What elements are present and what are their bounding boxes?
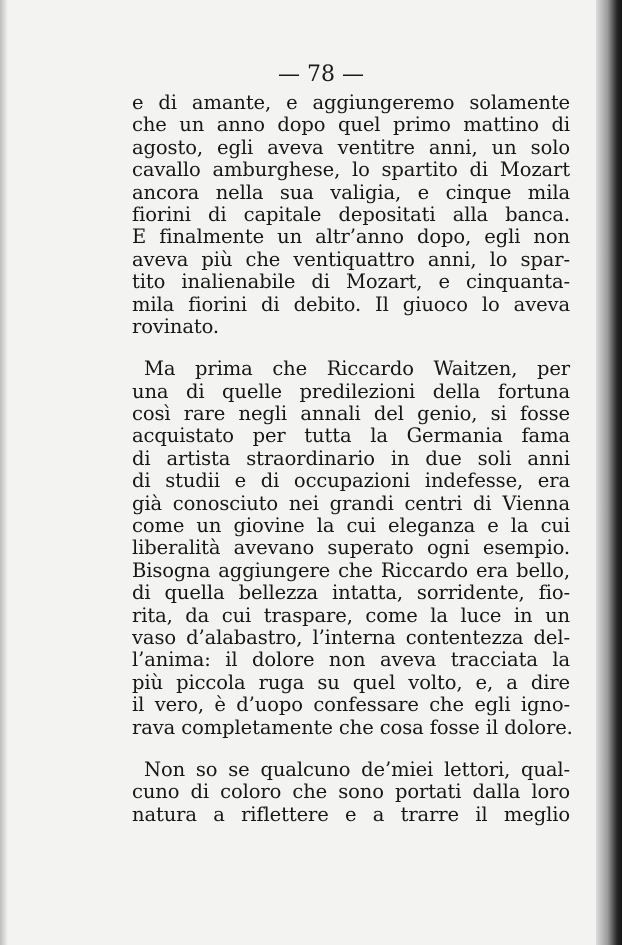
text-line: rovinato. <box>132 314 220 338</box>
text-line: già conosciuto nei grandi centri di Vienna <box>132 491 570 515</box>
page-number: — 78 — <box>278 62 364 87</box>
text-line: natura a riflettere e a trarre il meglio <box>132 802 570 826</box>
text-line: Ma prima che Riccardo Waitzen, per <box>144 357 570 381</box>
text-line: cavallo amburghese, lo spartito di Mozart <box>132 158 570 182</box>
text-line: liberalità avevano superato ogni esempio. <box>132 536 570 560</box>
text-line: così rare negli annali del genio, si fosse <box>132 402 570 426</box>
text-line: cuno di coloro che sono portati dalla loro <box>132 780 570 804</box>
text-line: tito inalienabile di Mozart, e cinquanta- <box>132 270 570 294</box>
text-line: che un anno dopo quel primo mattino di <box>132 113 570 137</box>
body-text <box>132 91 573 826</box>
text-line: vaso d’alabastro, l’interna contentezza del- <box>132 625 570 649</box>
text-line: rita, da cui traspare, come la luce in un <box>132 603 570 627</box>
text-line: aveva più che ventiquattro anni, lo spar- <box>132 247 570 271</box>
text-line: ancora nella sua valigia, e cinque mila <box>132 180 570 204</box>
text-line: fiorini di capitale depositati alla banca. <box>132 202 570 226</box>
text-line: rava completamente che cosa fosse il dolore. <box>132 715 573 739</box>
text-line: Non so se qualcuno de’miei lettori, qual- <box>144 757 570 781</box>
text-line: acquistato per tutta la Germania fama <box>132 424 570 448</box>
text-line: mila fiorini di debito. Il giuoco lo aveva <box>132 292 570 316</box>
text-line: E finalmente un altr’anno dopo, egli non <box>132 225 570 249</box>
book-spine-shadow <box>596 0 622 945</box>
page-left-edge <box>0 0 8 945</box>
paragraph-gap <box>132 739 570 759</box>
text-line: una di quelle predilezioni della fortuna <box>132 379 570 403</box>
paragraph-gap <box>132 338 570 358</box>
text-line: di artista straordinario in due soli anni <box>132 446 570 470</box>
paragraph-2 <box>132 357 573 739</box>
text-line: l’anima: il dolore non aveva tracciata la <box>132 648 570 672</box>
text-line: di studii e di occupazioni indefesse, era <box>132 469 570 493</box>
text-line: di quella bellezza intatta, sorridente, fio- <box>132 581 570 605</box>
paragraph-1 <box>132 92 570 338</box>
text-line: più piccola ruga su quel volto, e, a dire <box>132 670 570 694</box>
text-line: agosto, egli aveva ventitre anni, un solo <box>132 135 570 159</box>
text-line: Bisogna aggiungere che Riccardo era bello, <box>132 558 570 582</box>
text-line: come un giovine la cui eleganza e la cui <box>132 514 570 538</box>
text-line: il vero, è d’uopo confessare che egli igno- <box>132 693 570 717</box>
text-line: e di amante, e aggiungeremo solamente <box>132 91 570 114</box>
paragraph-3 <box>132 759 570 826</box>
